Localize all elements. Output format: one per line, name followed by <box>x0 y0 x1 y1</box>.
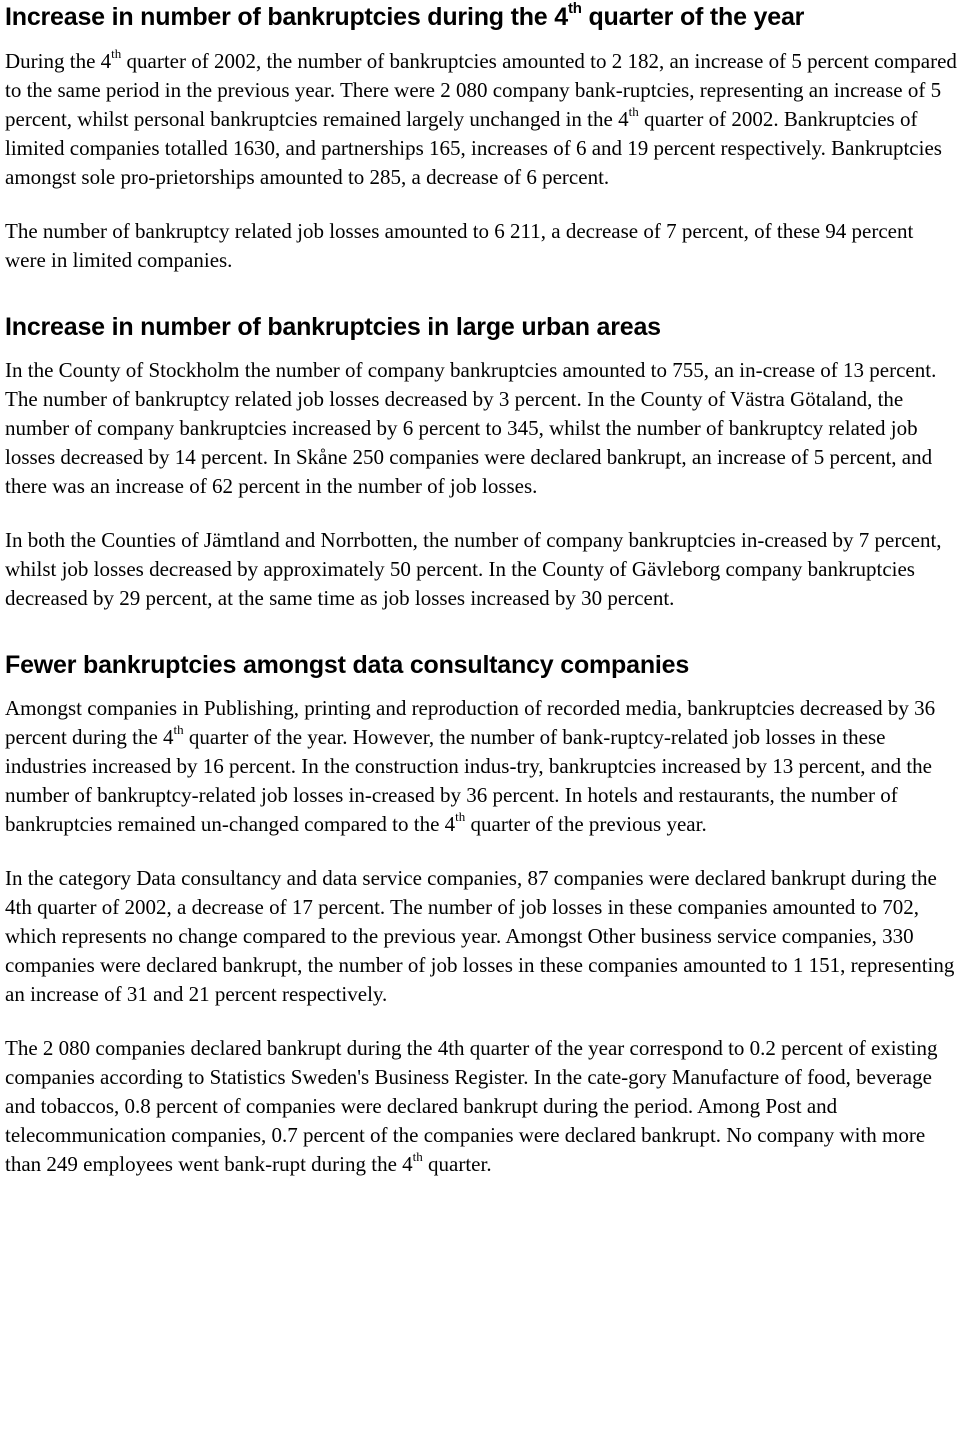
superscript: th <box>173 722 184 737</box>
text-run: quarter of 2002. Bankruptcies of limited companies totalled 1630, and partnerships 165, increases of 6 and 19 percent respectively. Bankruptcies amongst sole pro-prietorships amounted to 285, a decrease of 6 percent. <box>5 107 942 189</box>
paragraph-data-consultancy: In the category Data consultancy and data service companies, 87 companies were declared bankrupt during the 4th quarter of 2002, a decrease of 17 percent. The number of job losses in these companies amounted to 702, which represents no change compared to the previous year. Amongst Other business service companies, 330 companies were declared bankrupt, the number of job losses in these companies amounted to 1 151, representing an increase of 31 and 21 percent respectively. <box>5 866 955 1006</box>
paragraph-county-stockholm: In the County of Stockholm the number of company bankruptcies amounted to 755, an in-crease of 13 percent. The number of bankruptcy related job losses decreased by 3 percent. In the County of Västra Götaland, the number of company bankruptcies increased by 6 percent to 345, whilst the number of bankruptcy related job losses decreased by 14 percent. In Skåne 250 companies were declared bankrupt, an increase of 5 percent, and there was an increase of 62 percent in the number of job losses. <box>5 358 937 498</box>
document-page <box>5 0 957 1179</box>
paragraph-business-register <box>5 1034 957 1179</box>
section-heading-urban-areas: Increase in number of bankruptcies in large urban areas <box>5 313 661 341</box>
paragraph-job-losses: The number of bankruptcy related job losses amounted to 6 211, a decrease of 7 percent, of these 94 percent were in limited companies. <box>5 219 914 272</box>
superscript: th <box>455 809 466 824</box>
paragraph-q4-summary <box>5 47 957 192</box>
text-run: The 2 080 companies declared bankrupt during the 4th quarter of the year correspond to 0.2 percent of existing companies according to Statistics Sweden's Business Register. In the cate-gory Manufacture of food, beverage and tobaccos, 0.8 percent of companies were declared bankrupt during the period. Among Post and telecommunication companies, 0.7 percent of the companies were declared bankrupt. No company with more than 249 employees went bank-rupt during the 4 <box>5 1036 938 1176</box>
section-heading-data-consultancy: Fewer bankruptcies amongst data consultancy companies <box>5 651 690 679</box>
heading-text: quarter of the year <box>581 3 805 31</box>
text-run: quarter of the previous year. <box>465 812 707 836</box>
paragraph-jamtland-norrbotten: In both the Counties of Jämtland and Norrbotten, the number of company bankruptcies in-creased by 7 percent, whilst job losses decreased by approximately 50 percent. In the County of Gävleborg company bankruptcies decreased by 29 percent, at the same time as job losses increased by 30 percent. <box>5 528 942 610</box>
heading-text: Increase in number of bankruptcies during the 4 <box>5 3 568 31</box>
text-run: quarter of the year. However, the number of bank-ruptcy-related job losses in these industries increased by 16 percent. In the construction indus-try, bankruptcies increased by 13 percent, and the number of bankruptcy-related job losses in-creased by 36 percent. In hotels and restaurants, the number of bankruptcies remained un-changed compared to the 4 <box>5 725 933 836</box>
text-run: During the 4 <box>5 49 112 73</box>
superscript: th <box>567 0 582 17</box>
section-heading-q4-increase <box>5 0 957 35</box>
paragraph-publishing-industries <box>5 694 957 839</box>
text-run: quarter. <box>422 1152 492 1176</box>
text-run: quarter of 2002, the number of bankruptcies amounted to 2 182, an increase of 5 percent compared to the same period in the previous year. There were 2 080 company bank-ruptcies, representing an increase of 5 percent, whilst personal bankruptcies remained largely unchanged in the 4 <box>5 49 957 131</box>
text-run: Amongst companies in Publishing, printing and reproduction of recorded media, bankruptcies decreased by 36 percent during the 4 <box>5 696 936 749</box>
superscript: th <box>412 1149 423 1164</box>
superscript: th <box>111 46 122 61</box>
superscript: th <box>628 104 639 119</box>
